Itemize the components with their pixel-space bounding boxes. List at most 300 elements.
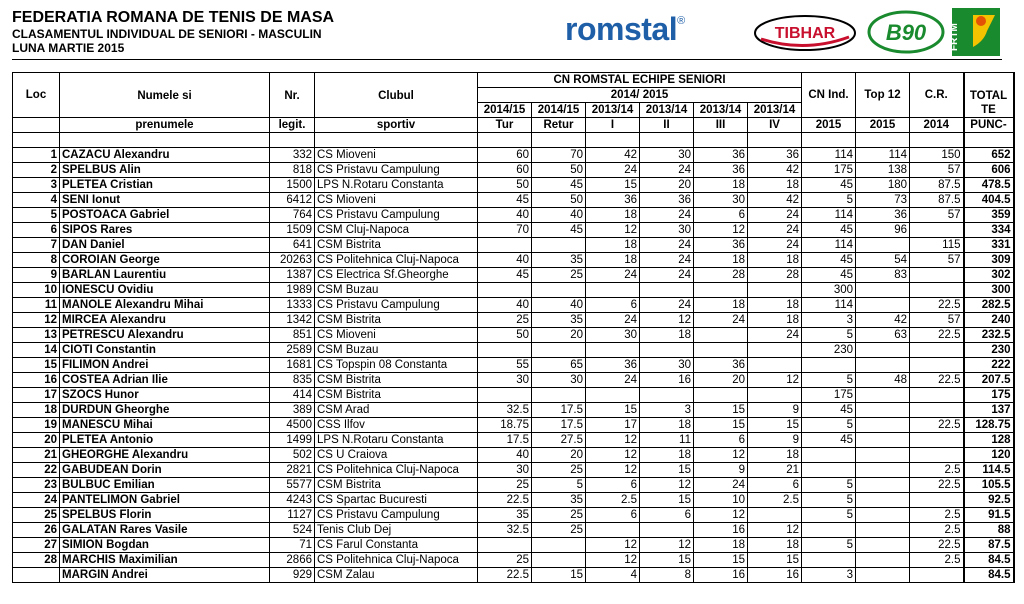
- cn-2013-iv: 24: [748, 208, 802, 223]
- cn-2013-iv: [748, 388, 802, 403]
- cn-retur: 17.5: [532, 418, 586, 433]
- cn-2013-ii: [640, 388, 694, 403]
- table-row: [13, 553, 1014, 568]
- cn-2013-iv: 18: [748, 313, 802, 328]
- col-name: Numele si: [60, 73, 270, 118]
- cn-2013-iii: 30: [694, 193, 748, 208]
- table-row: [13, 253, 1014, 268]
- top12: 96: [856, 223, 910, 238]
- license-number: 4500: [270, 418, 315, 433]
- col-nr-bottom: legit.: [270, 118, 315, 133]
- col-c5-top: 2013/14: [694, 103, 748, 118]
- col-club-bottom: sportiv: [315, 118, 478, 133]
- cn-retur: 65: [532, 358, 586, 373]
- cn-2013-iv: 18: [748, 538, 802, 553]
- cn-2013-iv: 16: [748, 568, 802, 583]
- cn-retur: 50: [532, 193, 586, 208]
- total-points: 84.5: [964, 553, 1014, 568]
- club-name: CSM Bistrita: [315, 373, 478, 388]
- col-c4-bottom: II: [640, 118, 694, 133]
- col-total-bottom: PUNC-: [964, 118, 1014, 133]
- cn-2013-i: 36: [586, 193, 640, 208]
- cn-tur: 50: [478, 328, 532, 343]
- table-row: [13, 313, 1014, 328]
- cn-2013-ii: [640, 523, 694, 538]
- cr: [910, 358, 964, 373]
- romstal-logo: romstal®: [565, 11, 685, 47]
- player-name: PLETEA Cristian: [60, 178, 270, 193]
- license-number: 1509: [270, 223, 315, 238]
- cn-2013-i: [586, 388, 640, 403]
- license-number: 1387: [270, 268, 315, 283]
- cn-2013-ii: 16: [640, 373, 694, 388]
- table-row: [13, 283, 1014, 298]
- cn-2013-iii: 6: [694, 208, 748, 223]
- cn-retur: [532, 283, 586, 298]
- cn-2013-i: 6: [586, 298, 640, 313]
- top12: 36: [856, 208, 910, 223]
- cn-2013-i: 24: [586, 313, 640, 328]
- cn-2013-ii: 36: [640, 193, 694, 208]
- table-row: [13, 163, 1014, 178]
- license-number: 6412: [270, 193, 315, 208]
- club-name: CS Mioveni: [315, 148, 478, 163]
- license-number: 71: [270, 538, 315, 553]
- cn-ind: [802, 463, 856, 478]
- table-row: [13, 463, 1014, 478]
- cr: 2.5: [910, 553, 964, 568]
- top12: [856, 553, 910, 568]
- col-name-bottom: prenumele: [60, 118, 270, 133]
- cn-2013-iii: 9: [694, 463, 748, 478]
- top12: 83: [856, 268, 910, 283]
- cn-tur: 45: [478, 268, 532, 283]
- club-name: CS Politehnica Cluj-Napoca: [315, 253, 478, 268]
- col-cn-ind: CN Ind.: [802, 73, 856, 118]
- top12: 73: [856, 193, 910, 208]
- cr: [910, 388, 964, 403]
- license-number: 4243: [270, 493, 315, 508]
- cn-tur: 17.5: [478, 433, 532, 448]
- cn-ind: 3: [802, 313, 856, 328]
- cn-2013-ii: 3: [640, 403, 694, 418]
- cn-2013-ii: 30: [640, 358, 694, 373]
- cn-2013-i: 30: [586, 328, 640, 343]
- cn-retur: 35: [532, 253, 586, 268]
- table-row: [13, 343, 1014, 358]
- cn-tur: [478, 238, 532, 253]
- total-points: 128.75: [964, 418, 1014, 433]
- col-c4-top: 2013/14: [640, 103, 694, 118]
- player-name: GHEORGHE Alexandru: [60, 448, 270, 463]
- header-divider: [12, 59, 1002, 60]
- top12: 54: [856, 253, 910, 268]
- club-name: CS Politehnica Cluj-Napoca: [315, 553, 478, 568]
- cn-retur: [532, 538, 586, 553]
- cr: [910, 403, 964, 418]
- cn-2013-iv: 24: [748, 223, 802, 238]
- cn-retur: [532, 238, 586, 253]
- cn-2013-iii: [694, 343, 748, 358]
- cn-retur: 5: [532, 478, 586, 493]
- cn-2013-iv: 24: [748, 328, 802, 343]
- club-name: CSM Bistrita: [315, 313, 478, 328]
- license-number: 389: [270, 403, 315, 418]
- club-name: CS Farul Constanta: [315, 538, 478, 553]
- top12: [856, 493, 910, 508]
- cn-2013-iv: 12: [748, 373, 802, 388]
- club-name: CS Pristavu Campulung: [315, 208, 478, 223]
- cn-retur: 17.5: [532, 403, 586, 418]
- table-row: [13, 358, 1014, 373]
- total-points: 114.5: [964, 463, 1014, 478]
- cn-ind: 45: [802, 223, 856, 238]
- rank-cell: 27: [13, 538, 60, 553]
- total-points: 478.5: [964, 178, 1014, 193]
- ranking-subtitle: CLASAMENTUL INDIVIDUAL DE SENIORI - MASCULIN: [12, 27, 322, 41]
- col-c3-top: 2013/14: [586, 103, 640, 118]
- cr: 150: [910, 148, 964, 163]
- cn-tur: 22.5: [478, 568, 532, 583]
- cn-ind: 175: [802, 388, 856, 403]
- license-number: 929: [270, 568, 315, 583]
- cn-retur: 27.5: [532, 433, 586, 448]
- cn-ind: 3: [802, 568, 856, 583]
- license-number: 2866: [270, 553, 315, 568]
- player-name: COSTEA Adrian Ilie: [60, 373, 270, 388]
- col-c3-bottom: I: [586, 118, 640, 133]
- federation-title: FEDERATIA ROMANA DE TENIS DE MASA: [12, 9, 335, 26]
- cn-2013-ii: 24: [640, 208, 694, 223]
- cn-2013-ii: 18: [640, 328, 694, 343]
- cn-2013-iv: 2.5: [748, 493, 802, 508]
- cn-tur: 40: [478, 253, 532, 268]
- player-name: MIRCEA Alexandru: [60, 313, 270, 328]
- total-points: 137: [964, 403, 1014, 418]
- cn-tur: 18.75: [478, 418, 532, 433]
- club-name: CSM Bistrita: [315, 388, 478, 403]
- cn-2013-i: 36: [586, 358, 640, 373]
- player-name: SPELBUS Florin: [60, 508, 270, 523]
- rank-cell: 28: [13, 553, 60, 568]
- cn-retur: 30: [532, 373, 586, 388]
- cr: 57: [910, 163, 964, 178]
- cn-2013-i: 2.5: [586, 493, 640, 508]
- cn-retur: 25: [532, 268, 586, 283]
- top12: [856, 463, 910, 478]
- top12: [856, 448, 910, 463]
- cn-2013-i: 15: [586, 178, 640, 193]
- cn-2013-iv: 18: [748, 298, 802, 313]
- total-points: 230: [964, 343, 1014, 358]
- table-row: [13, 193, 1014, 208]
- total-header-line: TOTAL: [969, 90, 1008, 102]
- total-points: 84.5: [964, 568, 1014, 583]
- cn-ind: 45: [802, 433, 856, 448]
- table-row: [13, 568, 1014, 583]
- table-row: [13, 298, 1014, 313]
- cr: 57: [910, 208, 964, 223]
- license-number: 502: [270, 448, 315, 463]
- player-name: POSTOACA Gabriel: [60, 208, 270, 223]
- top12: 48: [856, 373, 910, 388]
- top12: [856, 238, 910, 253]
- cr: [910, 268, 964, 283]
- total-points: 334: [964, 223, 1014, 238]
- cn-ind: 45: [802, 178, 856, 193]
- top12: 63: [856, 328, 910, 343]
- rank-cell: [13, 568, 60, 583]
- cn-2013-iii: 16: [694, 568, 748, 583]
- club-name: CS Pristavu Campulung: [315, 163, 478, 178]
- player-name: PANTELIMON Gabriel: [60, 493, 270, 508]
- cn-tur: 40: [478, 208, 532, 223]
- player-name: MARCHIS Maximilian: [60, 553, 270, 568]
- cn-retur: 40: [532, 208, 586, 223]
- license-number: 764: [270, 208, 315, 223]
- col-total: [964, 73, 1014, 118]
- top12: 180: [856, 178, 910, 193]
- cn-tur: 40: [478, 448, 532, 463]
- total-points: 359: [964, 208, 1014, 223]
- total-points: 652: [964, 148, 1014, 163]
- total-points: 222: [964, 358, 1014, 373]
- col-c6-top: 2013/14: [748, 103, 802, 118]
- license-number: 332: [270, 148, 315, 163]
- rank-cell: 11: [13, 298, 60, 313]
- cn-2013-ii: 15: [640, 553, 694, 568]
- cn-2013-iv: 6: [748, 478, 802, 493]
- club-name: CS U Craiova: [315, 448, 478, 463]
- svg-text:FRTM: FRTM: [949, 23, 960, 51]
- cn-tur: 25: [478, 313, 532, 328]
- cr: 22.5: [910, 538, 964, 553]
- cn-tur: 25: [478, 553, 532, 568]
- club-name: CSM Bistrita: [315, 238, 478, 253]
- license-number: 20263: [270, 253, 315, 268]
- cn-2013-iv: 36: [748, 148, 802, 163]
- license-number: 414: [270, 388, 315, 403]
- cn-retur: 25: [532, 508, 586, 523]
- player-name: GALATAN Rares Vasile: [60, 523, 270, 538]
- cn-ind: 5: [802, 193, 856, 208]
- club-name: CSM Zalau: [315, 568, 478, 583]
- cn-2013-i: 12: [586, 223, 640, 238]
- rank-cell: 10: [13, 283, 60, 298]
- cn-2013-iv: 28: [748, 268, 802, 283]
- cn-retur: [532, 553, 586, 568]
- cn-tur: 22.5: [478, 493, 532, 508]
- top12: [856, 343, 910, 358]
- cr: 22.5: [910, 418, 964, 433]
- license-number: 1500: [270, 178, 315, 193]
- total-points: 105.5: [964, 478, 1014, 493]
- cr: [910, 343, 964, 358]
- cn-2013-iii: 36: [694, 148, 748, 163]
- rank-cell: 9: [13, 268, 60, 283]
- license-number: 1333: [270, 298, 315, 313]
- cr: 22.5: [910, 328, 964, 343]
- cn-ind: 230: [802, 343, 856, 358]
- col-top12: Top 12: [856, 73, 910, 118]
- total-points: 91.5: [964, 508, 1014, 523]
- table-row: [13, 208, 1014, 223]
- license-number: 5577: [270, 478, 315, 493]
- cn-2013-iii: 24: [694, 478, 748, 493]
- table-row: [13, 373, 1014, 388]
- license-number: 1499: [270, 433, 315, 448]
- license-number: 1989: [270, 283, 315, 298]
- cn-ind: 45: [802, 268, 856, 283]
- col-c1-bottom: Tur: [478, 118, 532, 133]
- cn-retur: 20: [532, 448, 586, 463]
- table-row: [13, 268, 1014, 283]
- cn-2013-i: 24: [586, 268, 640, 283]
- cn-ind: 114: [802, 208, 856, 223]
- total-points: 331: [964, 238, 1014, 253]
- cn-2013-iii: 36: [694, 163, 748, 178]
- cr: 22.5: [910, 478, 964, 493]
- cn-2013-iv: 9: [748, 403, 802, 418]
- cn-2013-iii: 18: [694, 178, 748, 193]
- total-points: 128: [964, 433, 1014, 448]
- player-name: MANESCU Mihai: [60, 418, 270, 433]
- cn-2013-iii: 36: [694, 358, 748, 373]
- col-cn-ind-bottom: 2015: [802, 118, 856, 133]
- cn-2013-iii: [694, 283, 748, 298]
- cn-ind: 5: [802, 493, 856, 508]
- rank-cell: 17: [13, 388, 60, 403]
- license-number: 2821: [270, 463, 315, 478]
- club-name: CS Mioveni: [315, 328, 478, 343]
- cn-2013-iii: [694, 388, 748, 403]
- cn-2013-i: 17: [586, 418, 640, 433]
- club-name: CS Pristavu Campulung: [315, 298, 478, 313]
- cn-retur: 45: [532, 223, 586, 238]
- cn-2013-iii: 24: [694, 313, 748, 328]
- cr: 2.5: [910, 463, 964, 478]
- top12: [856, 508, 910, 523]
- top12: [856, 388, 910, 403]
- license-number: 1681: [270, 358, 315, 373]
- rank-cell: 5: [13, 208, 60, 223]
- cn-2013-iii: 18: [694, 253, 748, 268]
- rank-cell: 1: [13, 148, 60, 163]
- table-row: [13, 433, 1014, 448]
- player-name: GABUDEAN Dorin: [60, 463, 270, 478]
- cn-2013-iii: 20: [694, 373, 748, 388]
- cn-2013-ii: 8: [640, 568, 694, 583]
- cn-2013-i: 12: [586, 553, 640, 568]
- cn-tur: 32.5: [478, 403, 532, 418]
- cn-ind: 5: [802, 508, 856, 523]
- cn-2013-i: 18: [586, 238, 640, 253]
- player-name: CAZACU Alexandru: [60, 148, 270, 163]
- cn-2013-iv: 18: [748, 448, 802, 463]
- top12: [856, 568, 910, 583]
- cn-2013-ii: 24: [640, 298, 694, 313]
- total-points: 606: [964, 163, 1014, 178]
- table-row: [13, 418, 1014, 433]
- cr: [910, 448, 964, 463]
- top12: 138: [856, 163, 910, 178]
- player-name: MANOLE Alexandru Mihai: [60, 298, 270, 313]
- cn-2013-iii: 18: [694, 298, 748, 313]
- cn-2013-ii: 12: [640, 478, 694, 493]
- club-name: Tenis Club Dej: [315, 523, 478, 538]
- top12: [856, 403, 910, 418]
- rank-cell: 21: [13, 448, 60, 463]
- rank-cell: 18: [13, 403, 60, 418]
- cn-2013-i: [586, 343, 640, 358]
- club-name: CS Electrica Sf.Gheorghe: [315, 268, 478, 283]
- cn-retur: 40: [532, 298, 586, 313]
- cn-2013-iv: 42: [748, 163, 802, 178]
- cn-tur: 60: [478, 148, 532, 163]
- cn-2013-ii: 12: [640, 313, 694, 328]
- ranking-table: [12, 72, 1015, 583]
- table-row: [13, 508, 1014, 523]
- tibhar-logo: [753, 13, 857, 53]
- rank-cell: 19: [13, 418, 60, 433]
- cn-season-header: 2014/ 2015: [478, 88, 802, 103]
- cn-retur: 45: [532, 178, 586, 193]
- svg-text:B90: B90: [885, 20, 927, 45]
- cn-2013-iii: 12: [694, 223, 748, 238]
- cn-2013-i: 6: [586, 508, 640, 523]
- player-name: SENI Ionut: [60, 193, 270, 208]
- table-row: [13, 493, 1014, 508]
- cn-2013-iii: [694, 328, 748, 343]
- cn-retur: 15: [532, 568, 586, 583]
- cn-2013-iii: 36: [694, 238, 748, 253]
- cn-2013-ii: [640, 283, 694, 298]
- player-name: BARLAN Laurentiu: [60, 268, 270, 283]
- license-number: 641: [270, 238, 315, 253]
- club-name: CS Politehnica Cluj-Napoca: [315, 463, 478, 478]
- player-name: DURDUN Gheorghe: [60, 403, 270, 418]
- cr: [910, 568, 964, 583]
- cn-tur: 40: [478, 298, 532, 313]
- total-points: 88: [964, 523, 1014, 538]
- cn-2013-iv: 21: [748, 463, 802, 478]
- cn-tur: [478, 283, 532, 298]
- cn-ind: 5: [802, 328, 856, 343]
- cn-2013-iv: 15: [748, 418, 802, 433]
- col-loc: Loc: [13, 73, 60, 118]
- total-points: 87.5: [964, 538, 1014, 553]
- top12: 42: [856, 313, 910, 328]
- club-name: CSM Arad: [315, 403, 478, 418]
- cn-ind: 45: [802, 403, 856, 418]
- top12: [856, 538, 910, 553]
- ranking-period: LUNA MARTIE 2015: [12, 41, 125, 55]
- cn-tur: 35: [478, 508, 532, 523]
- cn-tur: 55: [478, 358, 532, 373]
- total-points: 207.5: [964, 373, 1014, 388]
- rank-cell: 26: [13, 523, 60, 538]
- cn-ind: [802, 448, 856, 463]
- cn-2013-iii: 15: [694, 553, 748, 568]
- cn-2013-iv: [748, 283, 802, 298]
- cr: 22.5: [910, 298, 964, 313]
- rank-cell: 6: [13, 223, 60, 238]
- top12: [856, 298, 910, 313]
- total-header-line: TE: [981, 104, 996, 116]
- cn-retur: 25: [532, 523, 586, 538]
- table-row: [13, 448, 1014, 463]
- cn-2013-ii: 15: [640, 463, 694, 478]
